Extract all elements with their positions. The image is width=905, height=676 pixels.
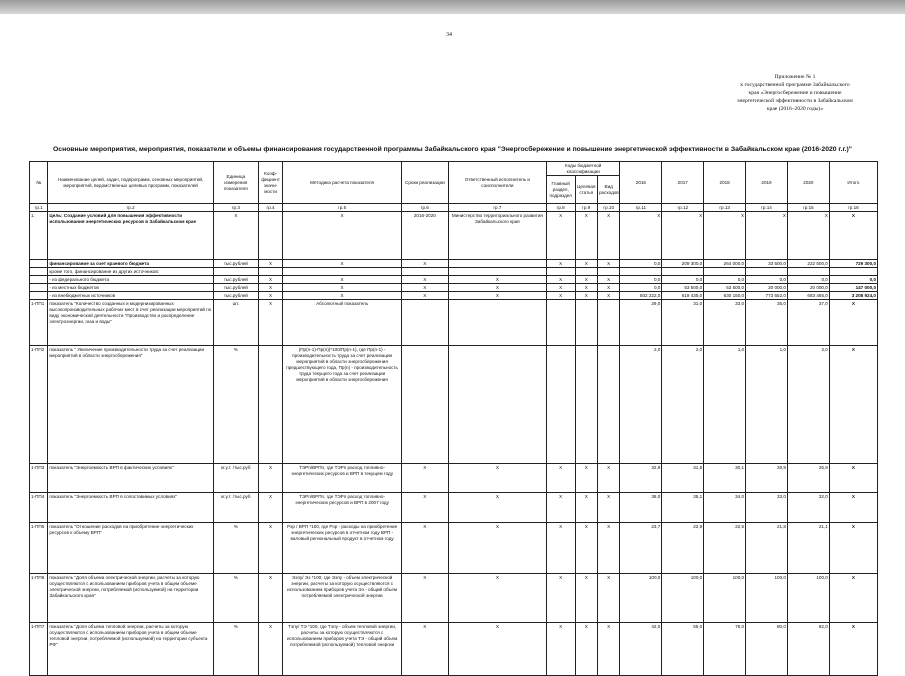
cell-y2019: X <box>746 212 788 260</box>
cell-section: X <box>546 292 575 300</box>
cell-target: X <box>575 523 597 574</box>
cell-y2017: 209 300,0 <box>662 260 704 268</box>
cell-method: Рэр / ВРП *100, где Рэр - расходы на приобретение энергетических ресурсов в отчетном году ВРП - валовый региональный продукт в отчетном году <box>283 523 402 574</box>
cell-coef: X <box>258 300 283 346</box>
cell-method: X <box>283 260 402 268</box>
header-2018: 2018 <box>704 162 746 204</box>
cell-y2016: 36,0 <box>620 493 662 523</box>
header-total: Итого <box>829 162 877 204</box>
cell-coef: X <box>258 493 283 523</box>
header-method: Методика расчета показателя <box>283 162 402 204</box>
column-number: гр.6 <box>401 204 448 212</box>
cell-total: X <box>829 346 877 464</box>
cell-y2019: 33 500,0 <box>746 260 788 268</box>
cell-y2020: 37,0 <box>787 300 829 346</box>
column-number: гр.15 <box>787 204 829 212</box>
cell-responsible <box>448 346 546 464</box>
cell-y2020: 32,0 <box>787 493 829 523</box>
cell-y2018: 1,0 <box>704 346 746 464</box>
cell-y2020: 100,0 <box>787 574 829 623</box>
cell-no: 1-ПП4 <box>30 493 48 523</box>
cell-coef <box>258 346 283 464</box>
column-number: гр.3 <box>213 204 258 212</box>
indicator-row <box>30 523 878 574</box>
cell-target <box>575 268 597 276</box>
cell-section: X <box>546 464 575 493</box>
cell-y2018: X <box>704 212 746 260</box>
header-budget-codes: Коды бюджетной классификации <box>546 162 620 176</box>
cell-total: X <box>829 523 877 574</box>
cell-term: 2016-2020 <box>401 212 448 260</box>
header-no: № <box>30 162 48 204</box>
cell-exp-type: X <box>597 284 619 292</box>
cell-name: показатель "Энергоемкость ВРП в сопоставимых условиях" <box>48 493 214 523</box>
cell-term <box>401 300 448 346</box>
cell-y2018: 30,1 <box>704 464 746 493</box>
cell-total: 147 000,0 <box>829 284 877 292</box>
cell-y2016: X <box>620 212 662 260</box>
cell-no: 1-ПП2 <box>30 346 48 464</box>
header-2020: 2020 <box>787 162 829 204</box>
cell-coef: X <box>258 623 283 676</box>
cell-coef: X <box>258 276 283 284</box>
cell-no <box>30 292 48 300</box>
indicator-row <box>30 300 878 346</box>
appendix-line: к государственной программе Забайкальского <box>740 82 850 88</box>
cell-y2016: 502 222,0 <box>620 292 662 300</box>
indicator-row <box>30 623 878 676</box>
cell-target: X <box>575 464 597 493</box>
cell-y2019: 35,0 <box>746 300 788 346</box>
cell-responsible: X <box>448 284 546 292</box>
cell-y2020: 20 000,0 <box>787 284 829 292</box>
cell-y2016 <box>620 268 662 276</box>
header-coef: Коэф-фициент значи-мости <box>258 162 283 204</box>
cell-name: показатель "Количество созданных и модернизированных высокопроизводительных рабочих мест в счет реализации мероприятий по виду экономической деятельности "Производство и распределение электроэнергии, газа и воды" <box>48 300 214 346</box>
cell-y2017: 55,0 <box>662 623 704 676</box>
cell-total: X <box>829 493 877 523</box>
cell-term: X <box>401 623 448 676</box>
indicator-row <box>30 493 878 523</box>
cell-y2019: 33,0 <box>746 493 788 523</box>
cell-responsible: Министерство территориального развития Забайкальского края <box>448 212 546 260</box>
appendix-line: энергетической эффективности в Забайкальском <box>737 98 853 104</box>
cell-coef <box>258 268 283 276</box>
cell-unit: тыс.рублей <box>213 284 258 292</box>
cell-y2018: 100,0 <box>704 574 746 623</box>
column-number: гр.10 <box>597 204 619 212</box>
cell-y2018: 264 000,0 <box>704 260 746 268</box>
cell-unit: % <box>213 346 258 464</box>
cell-exp-type: X <box>597 292 619 300</box>
cell-target: X <box>575 284 597 292</box>
cell-name: показатель " Увеличение производительности труда за счет реализации мероприятий в области энергосбережения" <box>48 346 214 464</box>
cell-y2020: X <box>787 212 829 260</box>
cell-coef: X <box>258 464 283 493</box>
cell-y2020: 2,0 <box>787 346 829 464</box>
cell-section: X <box>546 212 575 260</box>
header-2019: 2019 <box>746 162 788 204</box>
cell-unit: кг.у.т. /тыс.руб <box>213 493 258 523</box>
column-number: гр.16 <box>829 204 877 212</box>
cell-target: X <box>575 292 597 300</box>
cell-y2017: 100,0 <box>662 574 704 623</box>
column-number: гр.1 <box>30 204 48 212</box>
cell-unit <box>213 268 258 276</box>
cell-exp-type: X <box>597 623 619 676</box>
cell-responsible: X <box>448 523 546 574</box>
cell-y2017: 31,5 <box>662 464 704 493</box>
cell-target: X <box>575 260 597 268</box>
cell-y2019: 0,0 <box>746 276 788 284</box>
header-unit: Единица измерения показателя <box>213 162 258 204</box>
cell-y2019: 773 652,0 <box>746 292 788 300</box>
cell-name: показатель "Доля объема тепловой энергии, расчеты за которую осуществляются с использованием приборов учета в общем объеме тепловой энергии, потребляемой (используемой) на территории субъекта РФ" <box>48 623 214 676</box>
cell-y2020: 0,0 <box>787 276 829 284</box>
cell-y2017: 2,0 <box>662 346 704 464</box>
cell-exp-type: X <box>597 276 619 284</box>
appendix-line: края «Энергосбережение и повышение <box>748 90 842 96</box>
cell-unit: % <box>213 623 258 676</box>
cell-term: X <box>401 292 448 300</box>
cell-responsible: X <box>448 276 546 284</box>
cell-y2017: 0,0 <box>662 276 704 284</box>
cell-coef: X <box>258 260 283 268</box>
cell-target: X <box>575 623 597 676</box>
cell-unit: шт. <box>213 300 258 346</box>
cell-exp-type: X <box>597 523 619 574</box>
finance-row <box>30 292 878 300</box>
cell-section: X <box>546 284 575 292</box>
cell-unit: тыс.рублей <box>213 292 258 300</box>
cell-y2018: 630 150,0 <box>704 292 746 300</box>
column-number: гр.11 <box>620 204 662 212</box>
appendix-line: Приложение № 1 <box>774 74 816 80</box>
cell-method: X <box>283 284 402 292</box>
cell-unit: тыс.рублей <box>213 276 258 284</box>
column-number: гр.4 <box>258 204 283 212</box>
cell-term: X <box>401 493 448 523</box>
cell-y2017: X <box>662 212 704 260</box>
cell-name: - из внебюджетных источников <box>48 292 214 300</box>
cell-section <box>546 346 575 464</box>
cell-y2018 <box>704 268 746 276</box>
cell-unit: X <box>213 212 258 260</box>
cell-section: X <box>546 623 575 676</box>
cell-no: 1-ПП7 <box>30 623 48 676</box>
cell-responsible: X <box>448 464 546 493</box>
column-number: гр.7 <box>448 204 546 212</box>
header-responsible: Ответственный исполнитель и соисполнители <box>448 162 546 204</box>
cell-method: Ээпу/ Ээ *100, где Ээпу - объем электрической энергии, расчеты за которую осуществляются с использованием приборов учета Ээ - общий объем потребляемой электрической энергии <box>283 574 402 623</box>
header-name: Наименование целей, задач, подпрограмм, основных мероприятий, мероприятий, ведомственных целевых программ, показателей <box>48 162 214 204</box>
cell-name: Цель: Создание условий для повышения эффективности использования энергетических ресурсов в Забайкальском крае <box>48 212 214 260</box>
cell-exp-type: X <box>597 260 619 268</box>
cell-y2016: 100,0 <box>620 574 662 623</box>
cell-term: X <box>401 574 448 623</box>
header-term: Сроки реализации <box>401 162 448 204</box>
cell-y2020: 82,0 <box>787 623 829 676</box>
cell-target: X <box>575 276 597 284</box>
indicator-row <box>30 574 878 623</box>
appendix-line: крае (2016–2020 годы)» <box>766 106 824 112</box>
cell-exp-type: X <box>597 574 619 623</box>
column-number: гр.8 <box>546 204 575 212</box>
cell-total: X <box>829 574 877 623</box>
cell-y2019: 20 000,0 <box>746 284 788 292</box>
cell-exp-type <box>597 268 619 276</box>
cell-y2018: 34,0 <box>704 493 746 523</box>
header-2016: 2016 <box>620 162 662 204</box>
cell-section: X <box>546 276 575 284</box>
cell-method: X <box>283 276 402 284</box>
cell-y2019: 1,0 <box>746 346 788 464</box>
scan-top-edge <box>0 0 905 14</box>
cell-responsible: X <box>448 574 546 623</box>
cell-total: 3 208 924,0 <box>829 292 877 300</box>
cell-unit: % <box>213 574 258 623</box>
cell-coef: X <box>258 292 283 300</box>
cell-unit: тыс.рублей <box>213 260 258 268</box>
cell-name: финансирование за счет краевого бюджета <box>48 260 214 268</box>
header-target: Целевая статья <box>575 176 597 204</box>
cell-total: X <box>829 212 877 260</box>
cell-exp-type <box>597 300 619 346</box>
cell-section <box>546 300 575 346</box>
cell-name: кроме того, финансирование из других источников: <box>48 268 214 276</box>
cell-method: ТЭРп/ВРПп, где ТЭРп расход топливно-энергетических ресурсов и ВРП в 2007 году <box>283 493 402 523</box>
cell-coef: X <box>258 284 283 292</box>
cell-section: X <box>546 523 575 574</box>
cell-no <box>30 276 48 284</box>
cell-y2019: 28,9 <box>746 464 788 493</box>
cell-y2016: 23,7 <box>620 523 662 574</box>
cell-no: 1-ПП5 <box>30 523 48 574</box>
cell-term: X <box>401 260 448 268</box>
cell-target: X <box>575 212 597 260</box>
cell-responsible: X <box>448 292 546 300</box>
cell-no: 1-ПП1 <box>30 300 48 346</box>
cell-y2018: 0,0 <box>704 276 746 284</box>
cell-y2019 <box>746 268 788 276</box>
cell-term: X <box>401 523 448 574</box>
cell-section: X <box>546 493 575 523</box>
cell-name: - из федерального бюджета <box>48 276 214 284</box>
cell-unit: % <box>213 523 258 574</box>
column-number: гр.5 <box>283 204 402 212</box>
cell-y2018: 78,0 <box>704 623 746 676</box>
cell-responsible: X <box>448 493 546 523</box>
cell-total: X <box>829 464 877 493</box>
header-2017: 2017 <box>662 162 704 204</box>
cell-name: показатель "Отношение расходов на приобретение энергетических ресурсов к объему ВРП" <box>48 523 214 574</box>
cell-term: X <box>401 284 448 292</box>
cell-responsible: X <box>448 623 546 676</box>
cell-y2020: 222 500,0 <box>787 260 829 268</box>
cell-responsible <box>448 300 546 346</box>
cell-y2016: 0,0 <box>620 284 662 292</box>
cell-y2016: 0,0 <box>620 276 662 284</box>
goal-row <box>30 212 878 260</box>
cell-section <box>546 268 575 276</box>
finance-row <box>30 260 878 268</box>
finance-row <box>30 268 878 276</box>
cell-no: 1-ПП3 <box>30 464 48 493</box>
cell-coef: X <box>258 574 283 623</box>
cell-y2017: 619 435,0 <box>662 292 704 300</box>
cell-total: 0,0 <box>829 276 877 284</box>
column-number-row <box>30 204 878 212</box>
cell-name: показатель "Энергоемкость ВРП в фактических условиях" <box>48 464 214 493</box>
cell-term <box>401 346 448 464</box>
cell-total: X <box>829 623 877 676</box>
cell-target: X <box>575 574 597 623</box>
cell-exp-type: X <box>597 464 619 493</box>
cell-y2019: 100,0 <box>746 574 788 623</box>
cell-y2020: 21,1 <box>787 523 829 574</box>
cell-total <box>829 268 877 276</box>
header-section: Главный раздел, подраздел <box>546 176 575 204</box>
cell-no: 1-ПП6 <box>30 574 48 623</box>
cell-coef: X <box>258 523 283 574</box>
cell-target <box>575 300 597 346</box>
finance-row <box>30 284 878 292</box>
cell-y2018: 33,0 <box>704 300 746 346</box>
program-table <box>29 161 878 676</box>
cell-exp-type: X <box>597 212 619 260</box>
cell-term <box>401 268 448 276</box>
cell-y2019: 21,8 <box>746 523 788 574</box>
cell-method: Тэпу/ ТЭ *100, где Тэпу - объем тепловой энергии, расчеты за которую осуществляются с использованием приборов учета ТЭ - общий объем потребляемой (используемой) тепловой энергии <box>283 623 402 676</box>
cell-y2016: 42,0 <box>620 623 662 676</box>
indicator-row <box>30 464 878 493</box>
cell-y2016: 29,0 <box>620 300 662 346</box>
cell-y2017: 31,0 <box>662 300 704 346</box>
cell-responsible <box>448 260 546 268</box>
cell-y2017: 53 500,0 <box>662 284 704 292</box>
cell-exp-type: X <box>597 493 619 523</box>
cell-exp-type <box>597 346 619 464</box>
cell-name: показатель "Доля объема электрической энергии, расчеты за которую осуществляются с использованием приборов учета в общем объеме электрической энергии, потребляемой (используемой) на территории Забайкальского края" <box>48 574 214 623</box>
column-number: гр.9 <box>575 204 597 212</box>
cell-name: - из местных бюджетов <box>48 284 214 292</box>
cell-target <box>575 346 597 464</box>
cell-section: X <box>546 260 575 268</box>
cell-y2017: 35,1 <box>662 493 704 523</box>
document-title: Основные мероприятия, мероприятия, показатели и объемы финансирования государственной программы Забайкальского края "Энергосбережение и повышение энергетической эффективности в Забайкальском крае (2016-2020 г.г.)" <box>53 146 852 153</box>
cell-y2017: 22,9 <box>662 523 704 574</box>
indicator-row <box>30 346 878 464</box>
header-exp-type: Вид расходов <box>597 176 619 204</box>
cell-no <box>30 268 48 276</box>
page-number: 34 <box>446 32 452 38</box>
cell-target: X <box>575 493 597 523</box>
cell-y2016: 2,0 <box>620 346 662 464</box>
cell-y2019: 80,0 <box>746 623 788 676</box>
cell-coef <box>258 212 283 260</box>
cell-no: 1. <box>30 212 48 260</box>
cell-y2020 <box>787 268 829 276</box>
cell-y2016: 32,9 <box>620 464 662 493</box>
cell-method: X <box>283 212 402 260</box>
appendix-note <box>700 73 890 113</box>
cell-method: X <box>283 292 402 300</box>
cell-no <box>30 260 48 268</box>
cell-responsible <box>448 268 546 276</box>
column-number: гр.2 <box>48 204 214 212</box>
cell-method: ТЭРп/ВРПп, где ТЭРп расход топливно-энергетических ресурсов и ВРП в текущем году <box>283 464 402 493</box>
finance-row <box>30 276 878 284</box>
cell-y2016: 0,0 <box>620 260 662 268</box>
cell-y2020: 683 465,0 <box>787 292 829 300</box>
cell-method: Абсолютный показатель <box>283 300 402 346</box>
column-number: гр.12 <box>662 204 704 212</box>
cell-term: X <box>401 276 448 284</box>
cell-y2020: 26,9 <box>787 464 829 493</box>
cell-total: 729 300,0 <box>829 260 877 268</box>
cell-y2018: 53 500,0 <box>704 284 746 292</box>
cell-term: X <box>401 464 448 493</box>
cell-total: X <box>829 300 877 346</box>
cell-method: (Пр(n-1)-Пр(n))*100/Пр(n-1), где Пр(n-1) - производительность труда за счет реализации мероприятий в области энергосбережения предшествующего года, Пр(n) - производительность труда текущего года за счет реализации мероприятий в области энергосбережения <box>283 346 402 464</box>
cell-no <box>30 284 48 292</box>
column-number: гр.14 <box>746 204 788 212</box>
cell-unit: кг.у.т. /тыс.руб <box>213 464 258 493</box>
cell-method <box>283 268 402 276</box>
cell-y2017 <box>662 268 704 276</box>
cell-y2018: 22,5 <box>704 523 746 574</box>
cell-section: X <box>546 574 575 623</box>
column-number: гр.13 <box>704 204 746 212</box>
